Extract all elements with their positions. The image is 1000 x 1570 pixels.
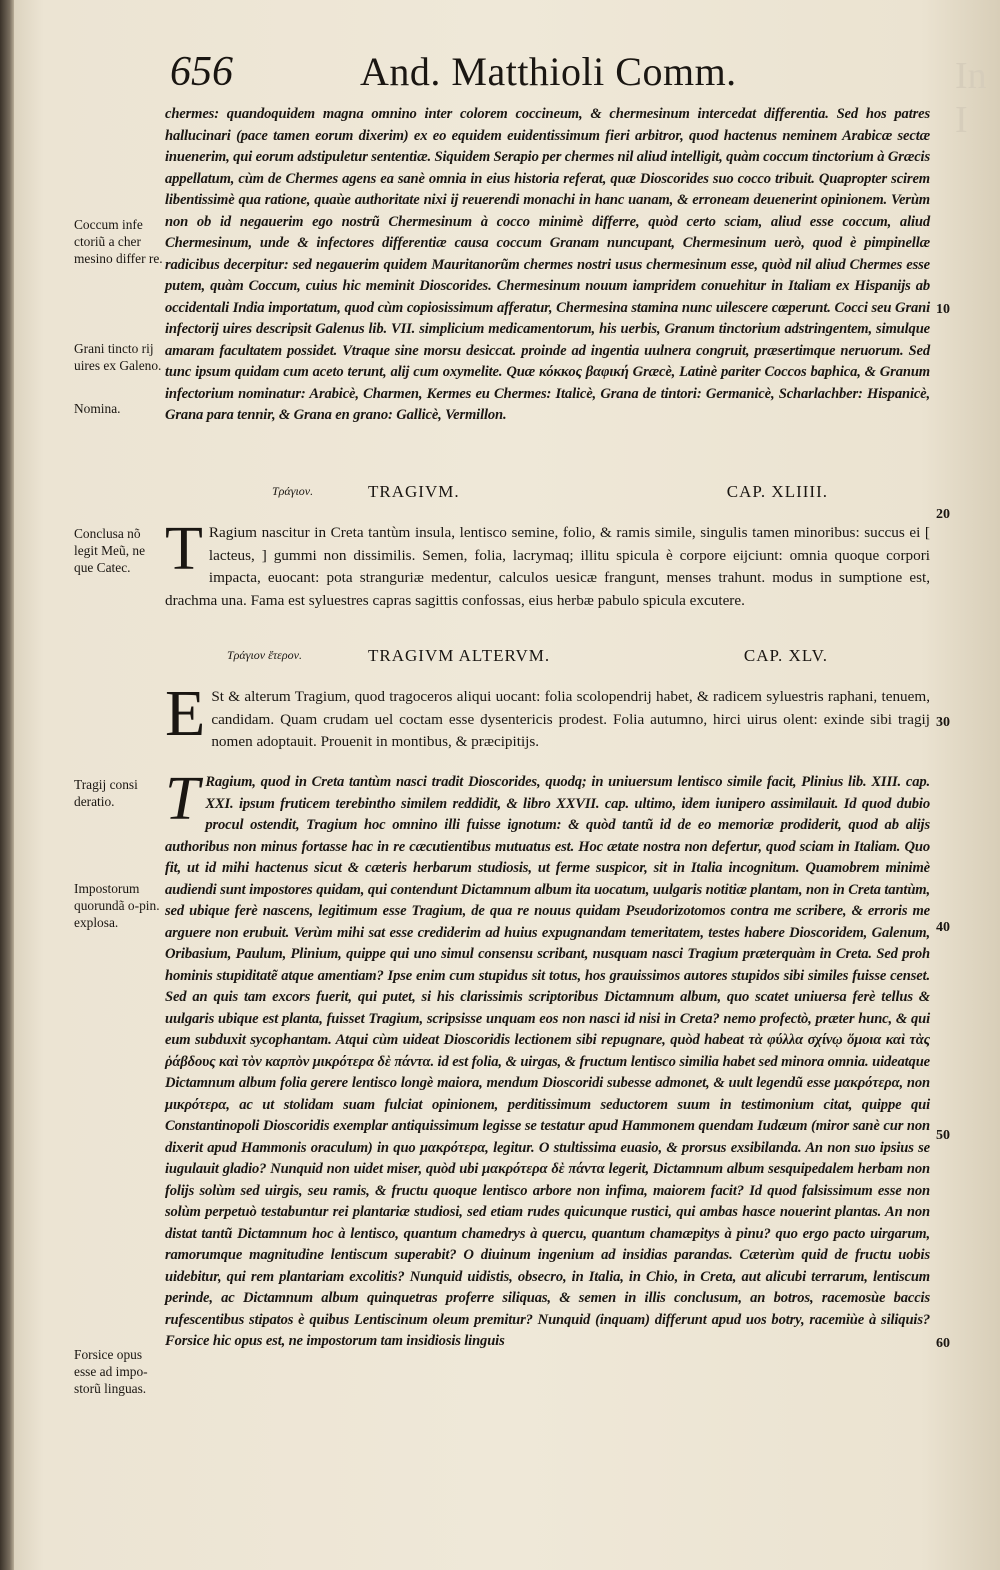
commentary-top-text: chermes: quandoquidem magna omnino inter colorem coccineum, & chermesinum intercedat differentia. Sed hos patres hallucinari (pace tamen eorum dixerim) ex eo equidem euidentissimum fieri arbitror, quod hactenus neminem Arabicæ sectæ inuenerim, qui eorum adstipuletur sententiæ. Siquidem Serapio per chermes nil aliud intelligit, quàm coccum tinctorium à Græcis appellatum, cùm de Chermes agens ea sanè omnia in eius historia referat, quæ Dioscorides suo cocco tribuit. Quapropter scirem libentissimè qua ratione, quaùe authoritate nixi ij reuerendi monachi in hanc uanam, & erroneam deuenerint opinionem. Verùm non ob id negauerim ego nostrũ Chermesinum à cocco minimè differre, quòd certo sciam, aliud esse coccum, aliud Chermesinum, unde & infectores differentiæ causa coccum Granam nuncupant, Chermesinum uerò, quod è pimpinellæ radicibus decerpitur: sed negauerim quidem Mauritanorũm chermes nostri usus chermesinum esse, quòd nil aliud Chermes esse putem, quàm Coccum, cuius hic meminit Dioscorides. Chermesinum nouum iampridem conuehitur in Italiam ex Hispanijs ab occidentali India importatum, quod cùm copiosissimum afferatur, Chermesina stamina nunc uilescere cœperunt. Cocci seu Grani infectorij uires descripsit Galenus lib. VII. simplicium medicamentorum, his uerbis, Granum tinctorium adstringentem, simulque amaram facultatem possidet. Vtraque sine morsu desiccat. proinde ad ingentia uulnera congruit, præsertimque neruorum. Sed tunc ipsum quidam cum aceto terunt, alij cum oxymelite. Quæ κόκκος βαφική Græcè, Latinè pariter Coccos baphica, & Granum infectorium nominatur: Arabicè, Charmen, Kermes eu Chermes: Italicè, Grana de tintori: Germanicè, Scharlachber: Hispanicè, Grana para tennir, & Grana en grano: Gallicè, Vermillon. (165, 106, 930, 423)
chapter-45-number: CAP. XLV. (743, 646, 828, 665)
sidenote-coccum: Coccum infe ctoriũ a cher mesino differ re. (74, 217, 163, 266)
chapter-45-initial: E (165, 677, 206, 750)
binding-gutter (0, 0, 14, 1570)
chapter-44-title: TRAGIVM. (368, 482, 460, 501)
chapter-44-body (165, 515, 930, 612)
sidenote-conclusa: Conclusa nõ legit Meũ, ne que Catec. (74, 526, 146, 575)
sidenote-nomina: Nomina. (74, 401, 121, 416)
sidenote-forsice: Forsice opus esse ad impo- storũ linguas. (74, 1347, 148, 1396)
commentary-top (165, 104, 930, 427)
bleed-through-text: In I (955, 55, 987, 141)
line-number-50: 50 (936, 1128, 950, 1143)
chapter-45-text: St & alterum Tragium, quod tragoceros aliqui uocant: folia scolopendrij habet, & radicem syluestris raphani, tenuem, candidam. Quam crudam uel coctam esse dysentericis prodest. Folia autumno, hirci uirus olent: exinde sibi tragij nomen adoptauit. Prouenit in montibus, & præcipitijs. (211, 688, 930, 750)
line-number-40: 40 (936, 920, 950, 935)
sidenote-grani: Grani tincto rij uires ex Galeno. (74, 341, 162, 373)
sidenote-tragij: Tragij consi deratio. (74, 777, 138, 809)
page-header (170, 48, 987, 141)
running-title: And. Matthioli Comm. (360, 49, 737, 94)
chapter-45-heading (165, 646, 930, 670)
line-number-60: 60 (936, 1336, 950, 1351)
chapter-44-text: Ragium nascitur in Creta tantùm insula, lentisco semine, folio, & ramis simile, singulis tamen minoribus: succus ei [ lacteus, ] gummi non dissimilis. Semen, folia, lacrymaq; illitu spicula è corpore eijciunt: omnia quoque corpori impacta, euocant: pota stranguriæ medentur, calculos uesicæ frangunt, menses trahunt. modus in sumptione est, drachma una. Fama est syluestres capras sagittis confossas, eius herbæ pabulo spicula excutere. (165, 524, 930, 609)
chapter-44-number: CAP. XLIIII. (726, 482, 828, 501)
commentary-bottom-text: Ragium, quod in Creta tantùm nasci tradit Dioscorides, quodq; in uniuersum lentisco simile facit, Plinius lib. XIII. cap. XXI. ipsum fruticem terebintho similem reddidit, & libro XXVII. cap. ultimo, idem iunipero assimilauit. Id quod dubio procul ostendit, Tragium hoc omnino illi fuisse ignotum: & quòd tantũ id de eo memoriæ prodiderit, quod ab alijs authoribus non minus fortasse hac in re cæcutientibus mutuatus est. Hoc ætate nostra non defertur, quod sciam in Italiam. Quo fit, ut id mihi hactenus sicut & cæteris herbarum studiosis, ut ferme suspicor, sit in Italia incognitum. Quamobrem minimè audiendi sunt impostores quidam, qui contendunt Dictamnum album ita uocatum, uulgaris notitiæ plantam, non in Creta tantùm, sed ubique ferè nascens, legitimum esse Tragium, de qua re nouus quidam Pseudorizotomos contra me scribere, & erroris me arguere non erubuit. Verùm mihi sat esse crediderim ad huius expugnandam temeritatem, testes habere Dioscoridem, Galenum, Oribasium, Paulum, Plinium, quippe qui uno simul consensu scribant, nusquam nasci Tragium præterquàm in Creta. Sed proh hominis stupiditatẽ atque amentiam? Ipse enim cum stupidus sit totus, hos grauissimos autores stupidos sibi similes fuisse censet. Sed an quis tam excors fuerit, qui putet, si his clarissimis scriptoribus Dictamnum album, quo scatet uniuersa ferè tellus & uulgaris ubique est planta, fuisset Tragium, scripsisse unquam eos non nasci id nisi in Creta? nemo profectò, præter hunc, & qui eum subduxit sycophantam. Atqui cùm uideat Dioscoridis lectionem sibi repugnare, quòd habeat τὰ φύλλα σχίνῳ ὅμοια καὶ τὰς ῥάβδους καὶ τὸν καρπὸν μικρότερα δὲ πάντα. id est folia, & uirgas, & fructum lentisco similia habet sed minora omnia. uideatque Dictamnum album folia gerere lentisco longè maiora, mendum Dioscoridi subesse admonet, & uult legendũ esse μακρότερα, non μικρότερα, ac ut stolidam suam fulciat opinionem, perditissimum seductorem suum in testimonium citat, quippe qui Constantinopoli Dioscoridis exemplar antiquissimum legisse se testatur apud Hammonem quendam Iudæum (miror sanè cur non dixerit apud Hammonis oraculum) in quo μακρότερα, legitur. O stultissima euasio, & prorsus exsibilanda. An non suo ipsius se iugulauit gladio? Nunquid non uidet miser, quòd ubi μακρότερα δὲ πάντα legerit, Dictamnum album sesquipedalem herbam non folijs solùm sed uirgis, seu ramis, & fructu quoque lentisco arbore non infima, maiorem facit? Id quod falsissimum esse non solùm perpetuò testabuntur rei plantariæ studiosi, sed etiam rudes quicunque rustici, qui ambas hasce nouerint plantas. An non distat tantũ Dictamnum hoc à lentisco, quantum chamedrys à quercu, quantum chamæpitys à pinu? quo ergo pacto uirgarum, ramorumque magnitudine lentiscum superabit? O diuinum ingenium ad insidias parandas. Cæterùm quid de fructu uobis uidebitur, qui rem plantariam excolitis? Nunquid uidistis, obsecro, in Italia, in Chio, in Creta, aut alicubi terrarum, lentiscum perinde, ac Dictamnum album quinquetras proferre siliquas, & semen in illis conclusum, an botros, racemosùe baccis rufescentibus stipatos è quibus Lentiscinum oleum premitur? Nunquid (inquam) differunt apud uos botry, racemiùe à siliquis? Forsice hic opus est, ne impostorum tam insidiosis linguis (165, 774, 930, 1349)
chapter-45-title: TRAGIVM ALTERVM. (368, 646, 551, 665)
sidenote-impostorum: Impostorum quorundã o-pin. explosa. (74, 881, 160, 930)
page-number: 656 (170, 49, 233, 95)
line-number-30: 30 (936, 715, 950, 730)
line-number-10: 10 (936, 302, 950, 317)
chapter-45-body (165, 677, 930, 754)
chapter-45-greek: Τράγιον ἕτερον. (227, 648, 302, 662)
commentary-bottom (165, 765, 930, 1353)
chapter-44-initial: T (165, 515, 203, 583)
chapter-44-heading (165, 482, 930, 506)
line-number-20: 20 (936, 507, 950, 522)
commentary-bottom-initial: T (165, 765, 200, 833)
chapter-44-greek: Τράγιον. (272, 484, 314, 498)
